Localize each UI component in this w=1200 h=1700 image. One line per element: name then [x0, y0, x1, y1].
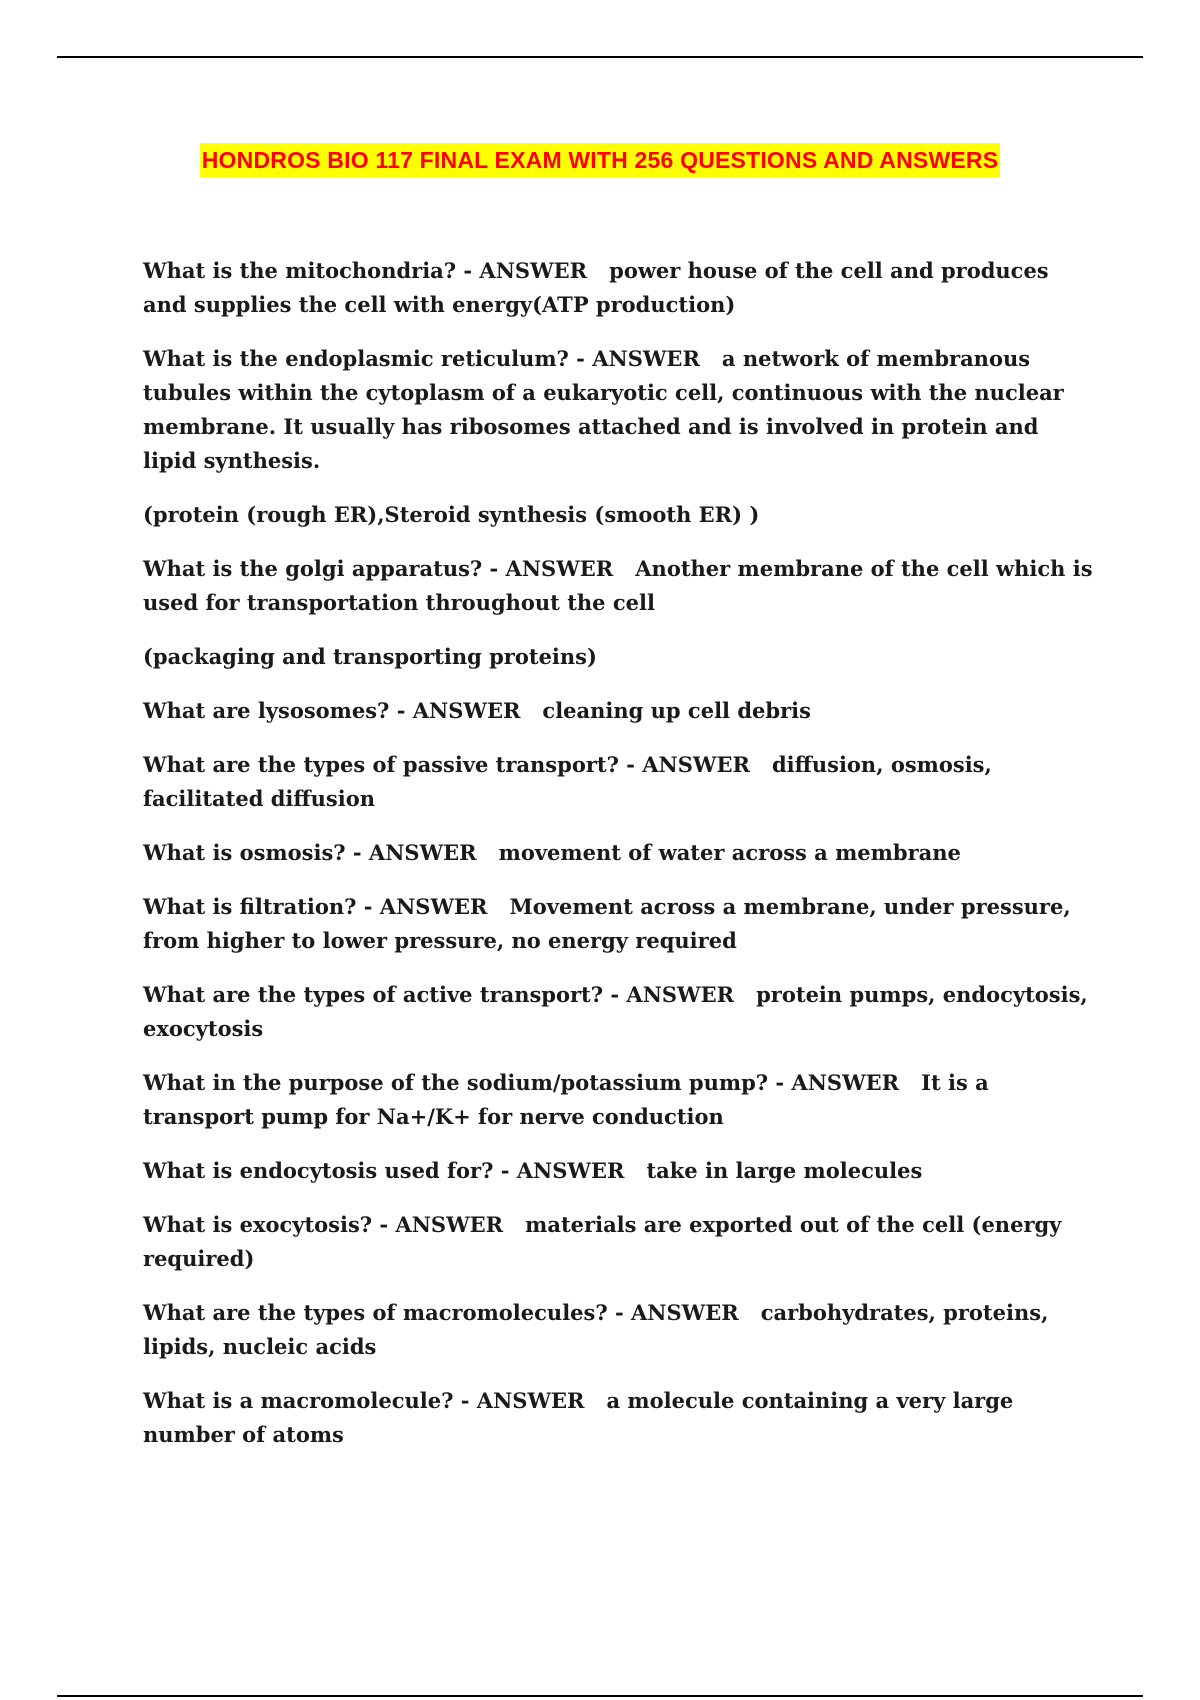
- answer-label: - ANSWER: [489, 556, 614, 581]
- qa-item: [143, 694, 1093, 728]
- answer-text: protein pumps, endocytosis, exocytosis: [143, 982, 1088, 1041]
- answer-label: - ANSWER: [775, 1070, 900, 1095]
- answer-text: materials are exported out of the cell (energy required): [143, 1212, 1062, 1271]
- answer-text: Another membrane of the cell which is used for transportation throughout the cell: [143, 556, 1093, 615]
- answer-text: cleaning up cell debris: [542, 698, 811, 723]
- qa-item: [143, 890, 1093, 958]
- qa-item: [143, 748, 1093, 816]
- question-text: What are the types of macromolecules?: [143, 1300, 608, 1325]
- answer-label: - ANSWER: [614, 1300, 739, 1325]
- qa-item: [143, 1208, 1093, 1276]
- answer-text: a molecule containing a very large number of atoms: [143, 1388, 1014, 1447]
- title-container: [0, 143, 1200, 177]
- question-text: What is the endoplasmic reticulum?: [143, 346, 569, 371]
- qa-item: [143, 1296, 1093, 1364]
- question-text: What is exocytosis?: [143, 1212, 373, 1237]
- question-text: What in the purpose of the sodium/potassium pump?: [143, 1070, 769, 1095]
- answer-label: - ANSWER: [363, 894, 488, 919]
- footer-rule: [57, 1695, 1143, 1697]
- qa-item: [143, 552, 1093, 620]
- answer-text: carbohydrates, proteins, lipids, nucleic acids: [143, 1300, 1049, 1359]
- answer-text: diffusion, osmosis, facilitated diffusion: [143, 752, 992, 811]
- document-title: HONDROS BIO 117 FINAL EXAM WITH 256 QUESTIONS AND ANSWERS: [200, 143, 1001, 177]
- answer-label: - ANSWER: [610, 982, 735, 1007]
- question-text: What is the mitochondria?: [143, 258, 457, 283]
- qa-item: [143, 1066, 1093, 1134]
- qa-item: [143, 342, 1093, 478]
- qa-note: (packaging and transporting proteins): [143, 644, 597, 669]
- answer-text: a network of membranous tubules within the cytoplasm of a eukaryotic cell, continuous with the nuclear membrane. It usually has ribosomes attached and is involved in protein and lipid synthesis.: [143, 346, 1064, 473]
- question-text: What are lysosomes?: [143, 698, 390, 723]
- answer-label: - ANSWER: [500, 1158, 625, 1183]
- question-text: What is endocytosis used for?: [143, 1158, 494, 1183]
- answer-text: power house of the cell and produces and supplies the cell with energy(ATP production): [143, 258, 1049, 317]
- qa-item: [143, 978, 1093, 1046]
- answer-label: - ANSWER: [352, 840, 477, 865]
- header-rule: [57, 56, 1143, 58]
- question-text: What is filtration?: [143, 894, 357, 919]
- answer-label: - ANSWER: [626, 752, 750, 777]
- question-text: What are the types of active transport?: [143, 982, 604, 1007]
- question-text: What are the types of passive transport?: [143, 752, 619, 777]
- question-text: What is a macromolecule?: [143, 1388, 454, 1413]
- question-text: What is the golgi apparatus?: [143, 556, 483, 581]
- answer-label: - ANSWER: [576, 346, 700, 371]
- qa-list: [143, 254, 1093, 1472]
- answer-text: movement of water across a membrane: [498, 840, 961, 865]
- answer-text: It is a transport pump for Na+/K+ for nerve conduction: [143, 1070, 989, 1129]
- qa-item: [143, 1154, 1093, 1188]
- qa-item: [143, 254, 1093, 322]
- answer-label: - ANSWER: [463, 258, 588, 283]
- qa-item: [143, 836, 1093, 870]
- answer-label: - ANSWER: [460, 1388, 585, 1413]
- qa-item: [143, 1384, 1093, 1452]
- answer-text: Movement across a membrane, under pressure, from higher to lower pressure, no energy required: [143, 894, 1071, 953]
- answer-text: take in large molecules: [646, 1158, 923, 1183]
- qa-note: (protein (rough ER),Steroid synthesis (smooth ER) ): [143, 502, 760, 527]
- answer-label: - ANSWER: [379, 1212, 504, 1237]
- answer-label: - ANSWER: [396, 698, 521, 723]
- question-text: What is osmosis?: [143, 840, 346, 865]
